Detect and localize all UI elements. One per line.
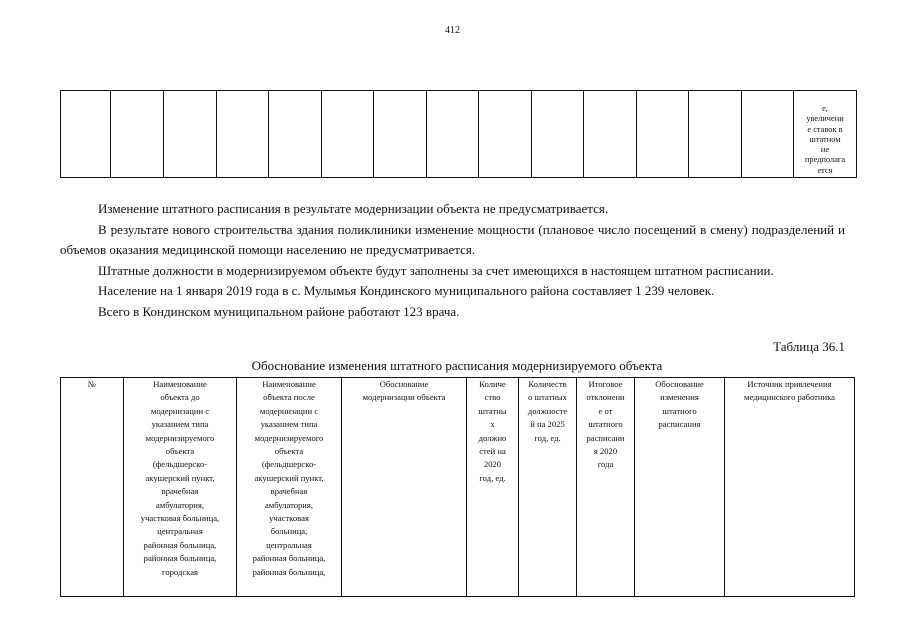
cell-line: штатного <box>588 419 623 430</box>
header-object-before <box>124 378 237 597</box>
cell-line: центральная <box>266 539 312 550</box>
cell-line: ство <box>484 392 501 403</box>
cell-line: год, ед. <box>534 432 561 443</box>
table-cell <box>532 91 584 178</box>
cell-line: указанием типа <box>151 419 209 430</box>
cell-line: амбулатория, <box>155 499 205 510</box>
cell-line: районная больница, <box>143 539 217 550</box>
cell-line: е ставок в <box>807 124 843 134</box>
paragraph: Изменение штатного расписания в результате модернизации объекта не предусматривается. <box>98 201 609 216</box>
cell-line: участковая больница, <box>140 513 220 524</box>
table-cell <box>217 91 269 178</box>
cell-line: о штатных <box>528 392 567 403</box>
cell-line: врачебная <box>161 486 199 497</box>
cell-line: расписания <box>658 419 701 430</box>
cell-line: Обоснование <box>379 379 429 389</box>
header-modernization-justification <box>342 378 467 597</box>
cell-line: медицинского работника <box>744 392 835 403</box>
table-cell <box>322 91 374 178</box>
header-staff-2020 <box>467 378 519 597</box>
table-cell <box>479 91 532 178</box>
cell-line: года <box>597 459 614 470</box>
cell-line: предполага <box>804 155 846 165</box>
cell-line: объекта до <box>160 392 200 403</box>
table-label: Таблица 36.1 <box>773 339 845 354</box>
cell-line: районная больница, <box>252 566 326 577</box>
header-number <box>61 378 124 597</box>
justification-table <box>60 377 855 597</box>
cell-line: объекта после <box>263 392 315 403</box>
cell-line: модернизации с <box>150 405 210 416</box>
table-cell <box>427 91 479 178</box>
cell-line: Источник привлечения <box>747 379 832 389</box>
table-cell <box>61 91 111 178</box>
cell-line: е от <box>598 405 613 416</box>
cell-line: не <box>820 145 830 155</box>
page-number: 412 <box>445 25 460 36</box>
paragraph: Всего в Кондинском муниципальном районе работают 123 врача. <box>98 303 460 319</box>
paragraph: В результате нового строительства здания поликлиники изменение мощности (плановое число посещений в смену) подразделений и объемов оказания медицинской помощи населению не предусматривается. <box>60 221 845 258</box>
cell-line: стей на <box>479 446 506 457</box>
table-cell <box>269 91 322 178</box>
cell-line: я 2020 <box>593 446 618 457</box>
cell-line: указанием типа <box>260 419 318 430</box>
cell-line: Наименование <box>153 379 207 389</box>
body-text <box>60 199 845 323</box>
cell-line: модернизации объекта <box>362 392 446 403</box>
cell-line: модернизации с <box>259 405 319 416</box>
paragraph: Штатные должности в модернизируемом объекте будут заполнены за счет имеющихся в настоящем штатном расписании. <box>98 262 774 278</box>
cell-line: модернизируемого <box>254 432 324 443</box>
cell-line: акушерский пункт, <box>145 472 215 483</box>
paragraph: Население на 1 января 2019 года в с. Мулымья Кондинского муниципального района составляет 1 239 человек. <box>98 283 715 299</box>
cell-line: объекта <box>165 446 195 457</box>
cell-line: штатны <box>478 405 507 416</box>
table-cell <box>742 91 794 178</box>
cell-line: штатном <box>809 134 841 144</box>
cell-line: 2020 <box>483 459 502 470</box>
header-staffing-justification <box>635 378 725 597</box>
table-cell <box>164 91 217 178</box>
cell-line: больница, <box>270 526 308 537</box>
cell-line: изменения <box>660 392 699 403</box>
cell-line: районная больница, <box>252 553 326 564</box>
cell-line: акушерский пункт, <box>254 472 324 483</box>
cell-line: объекта <box>274 446 304 457</box>
cell-line: х <box>490 419 495 430</box>
cell-line: Количеств <box>528 379 567 389</box>
table-header-row <box>61 378 855 597</box>
table-cell <box>111 91 164 178</box>
cell-line: увеличени <box>806 114 844 124</box>
table-cell-note <box>794 91 857 178</box>
header-staff-2025 <box>519 378 577 597</box>
cell-line: должно <box>478 432 507 443</box>
cell-line: амбулатория, <box>264 499 314 510</box>
cell-line: районная больница, <box>143 553 217 564</box>
cell-line: штатного <box>662 405 697 416</box>
table-cell <box>584 91 637 178</box>
cell-line: (фельдшерско- <box>152 459 208 470</box>
cell-line: центральная <box>157 526 203 537</box>
cell-line: е, <box>822 103 828 113</box>
cell-line: год, ед. <box>479 472 506 483</box>
cell-line: отклонени <box>586 392 625 403</box>
cell-line: Итоговое <box>588 379 623 389</box>
header-worker-source <box>725 378 855 597</box>
cell-line: городская <box>162 566 198 577</box>
cell-line: Обоснование <box>655 379 704 389</box>
cell-line: врачебная <box>270 486 308 497</box>
cell-line: № <box>87 379 97 389</box>
cell-line: расписани <box>586 432 625 443</box>
cell-line: должносте <box>527 405 568 416</box>
header-object-after <box>237 378 342 597</box>
cell-line: участковая <box>269 513 309 524</box>
continuation-table <box>60 90 857 178</box>
table-cell <box>689 91 742 178</box>
cell-line: модернизируемого <box>145 432 215 443</box>
table-title: Обоснование изменения штатного расписания модернизируемого объекта <box>251 358 663 373</box>
header-deviation-2020 <box>577 378 635 597</box>
table-cell <box>637 91 689 178</box>
cell-line: Наименование <box>262 379 316 389</box>
continuation-note <box>794 104 856 177</box>
table-cell <box>374 91 427 178</box>
cell-line: Количе <box>479 379 506 389</box>
cell-line: й на 2025 <box>530 419 565 430</box>
cell-line: ется <box>817 165 833 175</box>
cell-line: (фельдшерско- <box>261 459 317 470</box>
